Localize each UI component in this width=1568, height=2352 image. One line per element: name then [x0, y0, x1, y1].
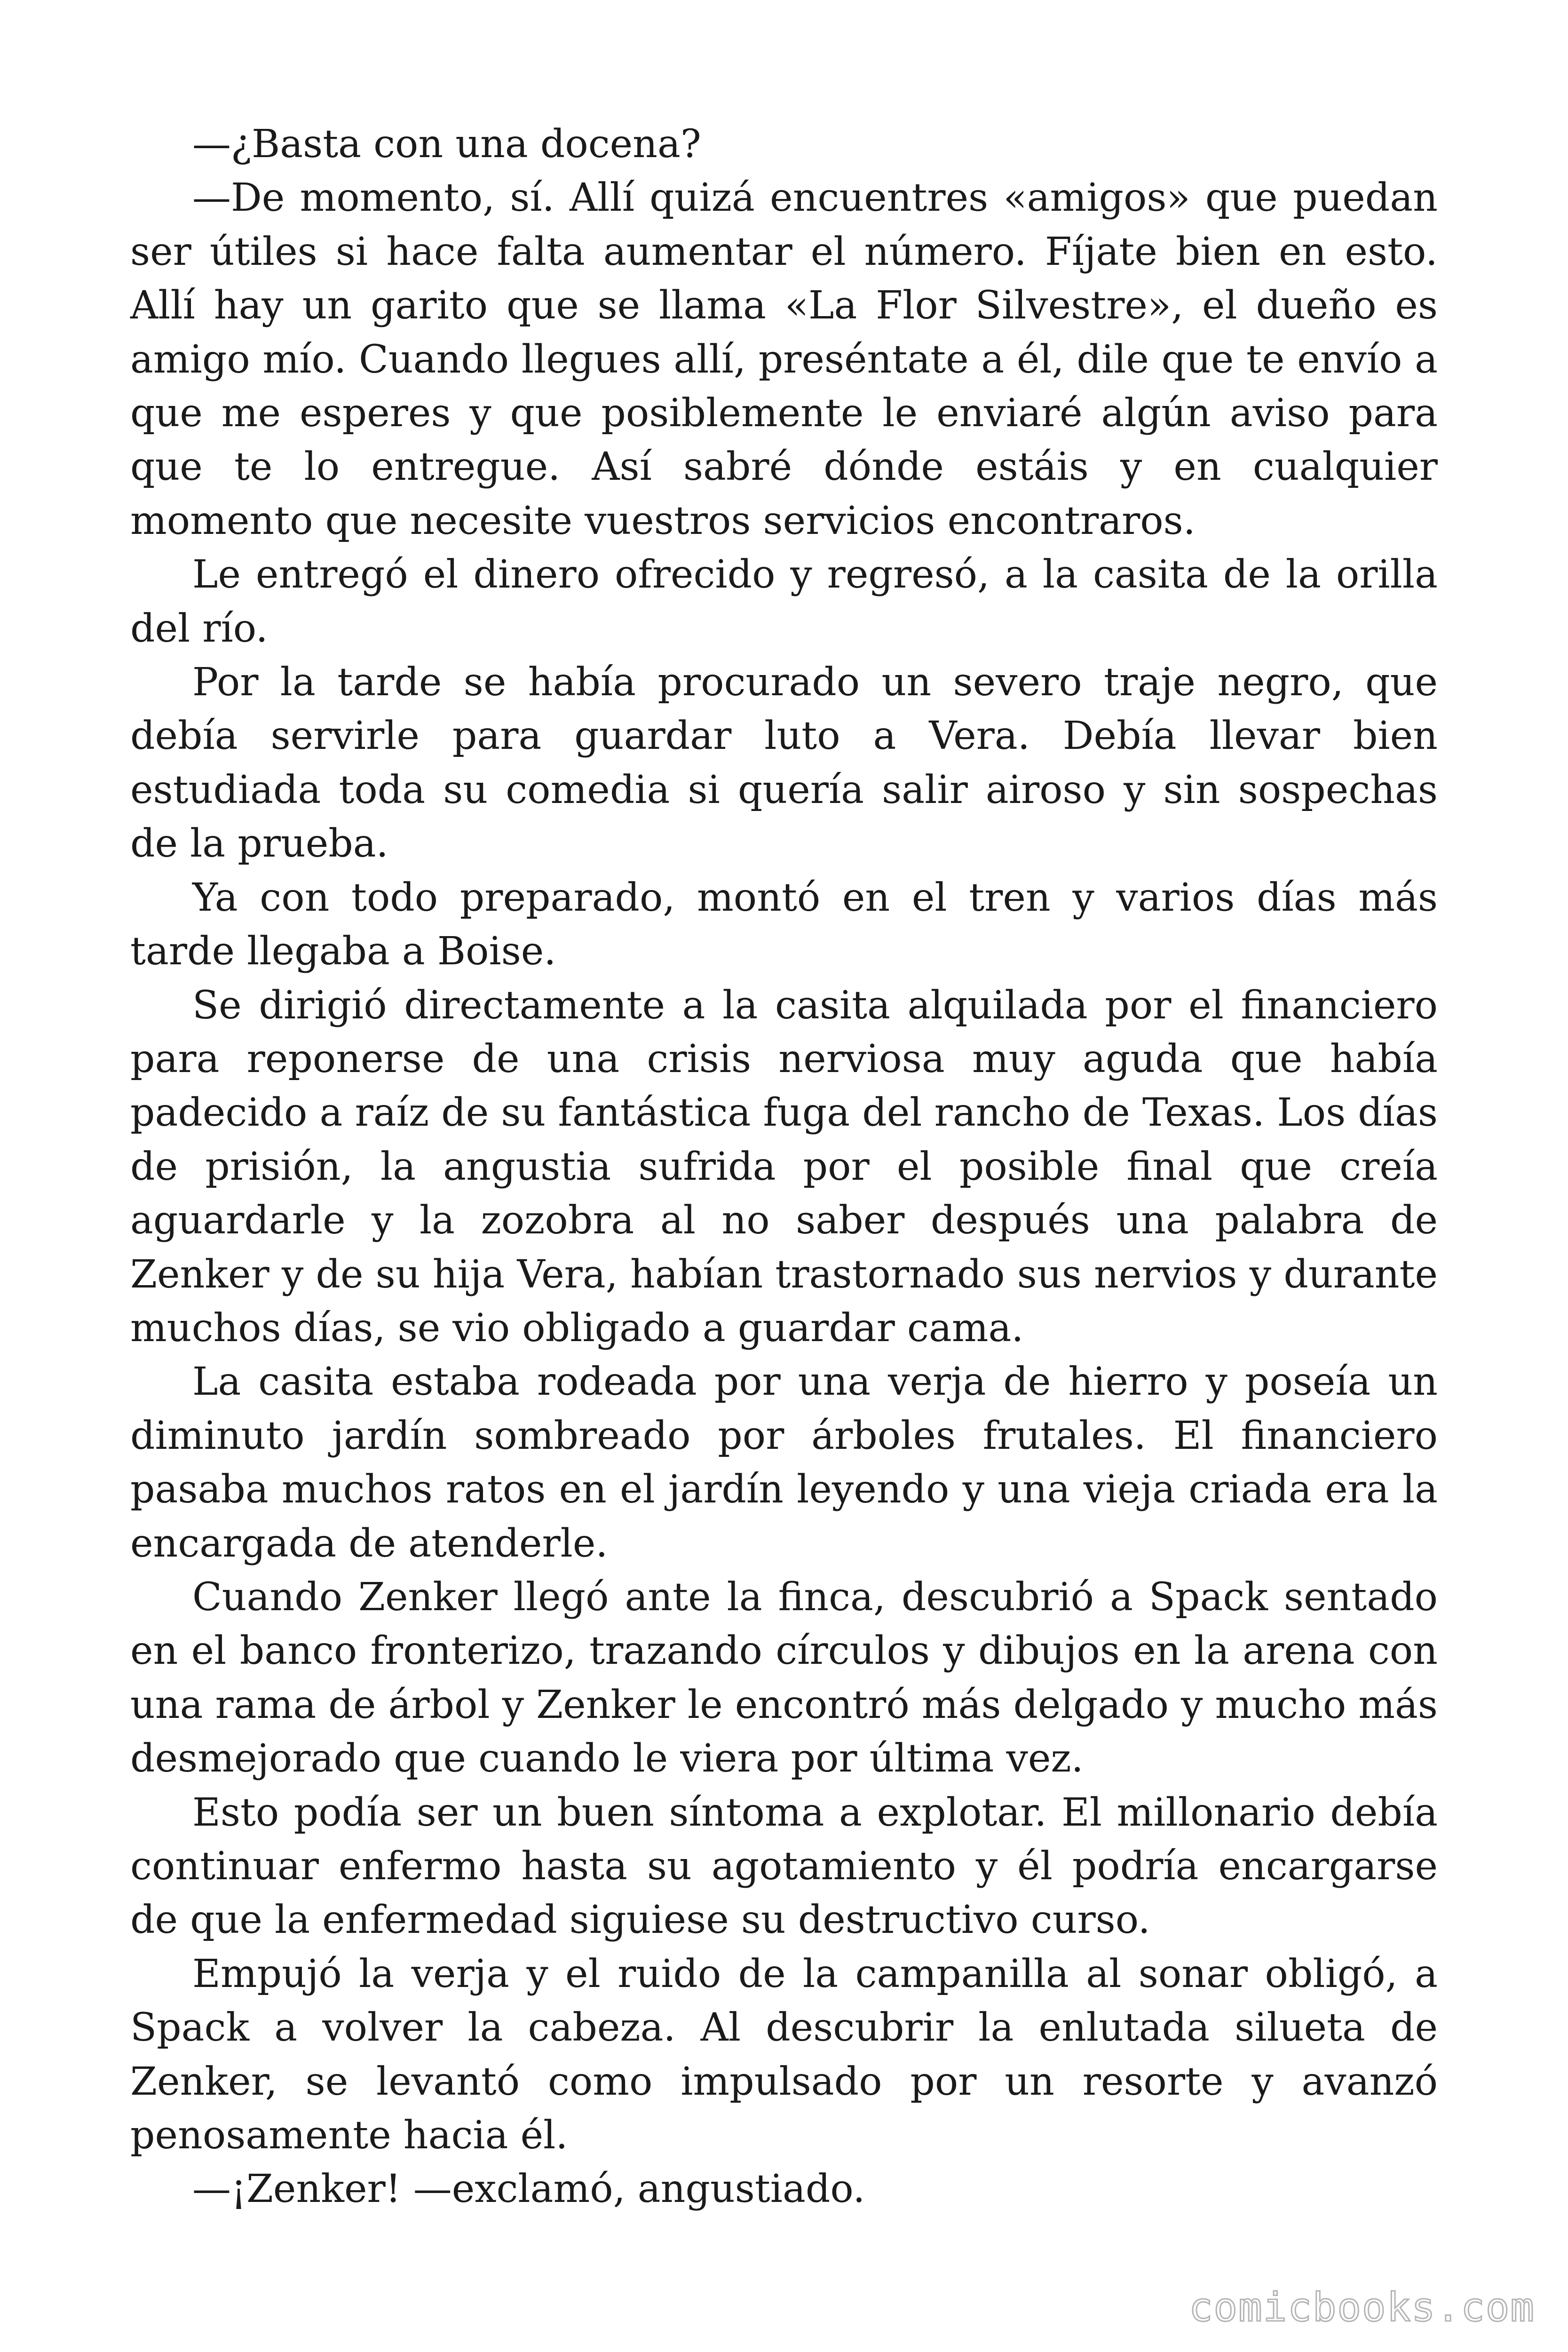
paragraph-2: —De momento, sí. Allí quizá encuentres «amigos» que puedan ser útiles si hace falta aumentar el número. Fíjate bien en esto. Allí hay un garito que se llama «La Flor Silvestre», el dueño es amigo mío. Cuando llegues allí, preséntate a él, dile que te envío a que me esperes y que posiblemente le enviaré algún aviso para que te lo entregue. Así sabré dónde estáis y en cualquier momento que necesite vuestros servicios encontraros.: [130, 175, 1438, 543]
paragraph-11: —¡Zenker! —exclamó, angustiado.: [192, 2167, 865, 2212]
page-text: [130, 118, 1438, 2217]
paragraph-9: Esto podía ser un buen síntoma a explotar. El millonario debía continuar enfermo hasta su agotamiento y él podría encargarse de que la enfermedad siguiese su destructivo curso.: [130, 1790, 1438, 1943]
paragraph-5: Ya con todo preparado, montó en el tren y varios días más tarde llegaba a Boise.: [130, 875, 1438, 974]
paragraph-1: —¿Basta con una docena?: [192, 122, 701, 167]
paragraph-3: Le entregó el dinero ofrecido y regresó, a la casita de la orilla del río.: [130, 552, 1438, 651]
paragraph-7: La casita estaba rodeada por una verja de hierro y poseía un diminuto jardín sombreado por árboles frutales. El financiero pasaba muchos ratos en el jardín leyendo y una vieja criada era la encargada de atenderle.: [130, 1359, 1438, 1566]
watermark: comicbooks.com: [1188, 2284, 1535, 2330]
paragraph-10: Empujó la verja y el ruido de la campanilla al sonar obligó, a Spack a volver la cabeza. Al descubrir la enlutada silueta de Zenker, se levantó como impulsado por un resorte y avanzó penosamente hacia él.: [130, 1951, 1438, 2158]
paragraph-8: Cuando Zenker llegó ante la finca, descubrió a Spack sentado en el banco fronterizo, trazando círculos y dibujos en la arena con una rama de árbol y Zenker le encontró más delgado y mucho más desmejorado que cuando le viera por última vez.: [130, 1574, 1438, 1781]
paragraph-6: Se dirigió directamente a la casita alquilada por el financiero para reponerse de una crisis nerviosa muy aguda que había padecido a raíz de su fantástica fuga del rancho de Texas. Los días de prisión, la angustia sufrida por el posible final que creía aguardarle y la zozobra al no saber después una palabra de Zenker y de su hija Vera, habían trastornado sus nervios y durante muchos días, se vio obligado a guardar cama.: [130, 983, 1438, 1351]
paragraph-4: Por la tarde se había procurado un severo traje negro, que debía servirle para guardar luto a Vera. Debía llevar bien estudiada toda su comedia si quería salir airoso y sin sospechas de la prueba.: [130, 660, 1438, 866]
